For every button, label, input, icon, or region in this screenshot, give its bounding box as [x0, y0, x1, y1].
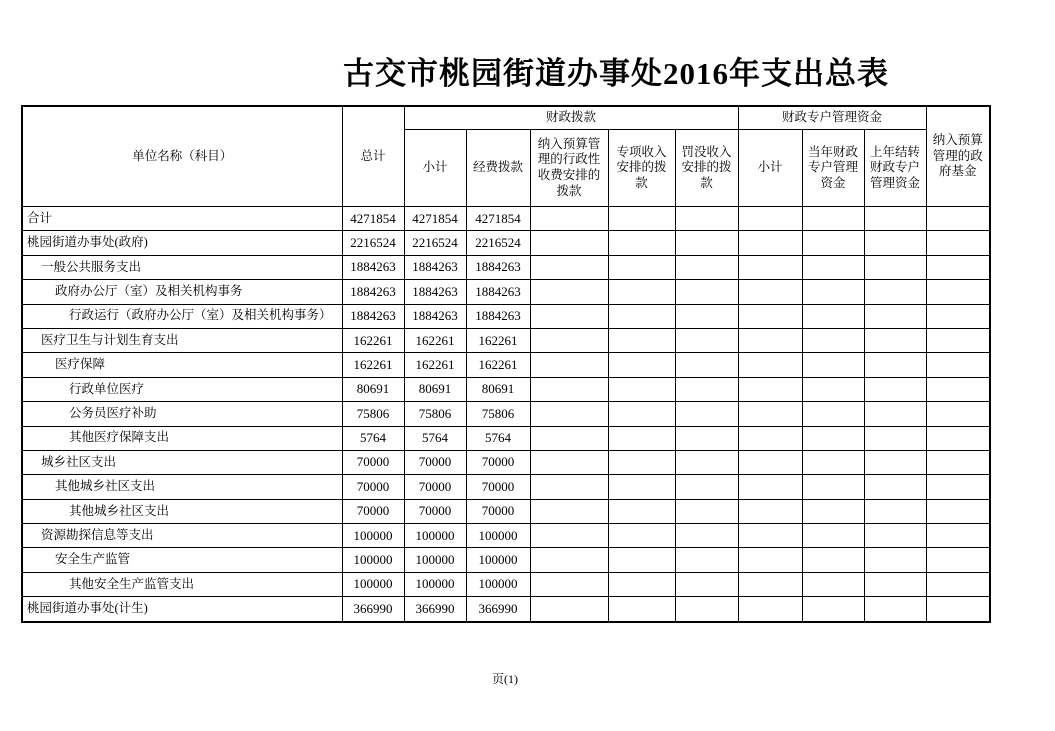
row-value: [608, 524, 675, 548]
row-value: 5764: [466, 426, 530, 450]
row-value: 70000: [342, 499, 404, 523]
row-value: [738, 426, 802, 450]
row-value: [926, 499, 990, 523]
row-value: 100000: [404, 524, 466, 548]
row-value: [802, 377, 864, 401]
row-value: [864, 450, 926, 474]
row-label: 安全生产监管: [22, 548, 342, 572]
row-value: [530, 499, 608, 523]
row-value: [802, 597, 864, 622]
row-value: [608, 572, 675, 596]
row-value: 162261: [342, 353, 404, 377]
row-value: [675, 280, 738, 304]
row-value: [802, 353, 864, 377]
page-number: 页(1): [492, 672, 518, 686]
row-value: 1884263: [466, 280, 530, 304]
col-group-fiscal-account-funds: 财政专户管理资金: [738, 106, 926, 130]
row-value: [608, 402, 675, 426]
col-header-grand-total: 总计: [342, 106, 404, 207]
row-value: 70000: [404, 450, 466, 474]
row-value: [864, 304, 926, 328]
table-row: [22, 255, 990, 279]
row-value: [530, 328, 608, 352]
row-value: [608, 450, 675, 474]
row-label: 行政运行（政府办公厅（室）及相关机构事务）: [22, 304, 342, 328]
row-value: [675, 255, 738, 279]
table-row: [22, 280, 990, 304]
row-value: [738, 255, 802, 279]
row-label: 医疗卫生与计划生育支出: [22, 328, 342, 352]
row-value: 75806: [342, 402, 404, 426]
row-value: [738, 524, 802, 548]
row-label: 城乡社区支出: [22, 450, 342, 474]
table-row: [22, 402, 990, 426]
row-label: 公务员医疗补助: [22, 402, 342, 426]
row-value: 5764: [342, 426, 404, 450]
row-value: [530, 475, 608, 499]
row-label: 其他医疗保障支出: [22, 426, 342, 450]
row-value: [802, 524, 864, 548]
col-header-admin-fee-appropriation: 纳入预算管理的行政性收费安排的拨款: [530, 130, 608, 207]
row-value: 100000: [466, 572, 530, 596]
row-value: [864, 597, 926, 622]
row-value: [802, 231, 864, 255]
row-value: [608, 548, 675, 572]
row-value: [926, 231, 990, 255]
row-value: [926, 597, 990, 622]
row-value: [608, 426, 675, 450]
row-value: [864, 402, 926, 426]
row-value: [530, 450, 608, 474]
row-value: [530, 597, 608, 622]
row-value: [530, 280, 608, 304]
row-value: [864, 377, 926, 401]
row-value: [926, 402, 990, 426]
row-value: [926, 328, 990, 352]
table-row: [22, 597, 990, 622]
row-label: 合计: [22, 207, 342, 231]
row-value: [675, 377, 738, 401]
row-value: [608, 207, 675, 231]
row-value: [864, 548, 926, 572]
row-label: 行政单位医疗: [22, 377, 342, 401]
row-value: [802, 207, 864, 231]
row-value: [926, 450, 990, 474]
table-row: [22, 524, 990, 548]
row-value: [738, 377, 802, 401]
row-value: [608, 231, 675, 255]
row-value: [926, 280, 990, 304]
row-value: [738, 207, 802, 231]
row-value: [738, 572, 802, 596]
row-value: [802, 572, 864, 596]
row-value: [675, 572, 738, 596]
row-value: [675, 548, 738, 572]
row-value: [608, 255, 675, 279]
row-label: 其他城乡社区支出: [22, 475, 342, 499]
table-header: [22, 106, 990, 207]
row-value: [926, 572, 990, 596]
row-value: [738, 280, 802, 304]
row-value: 70000: [404, 499, 466, 523]
row-value: 100000: [404, 572, 466, 596]
row-value: 100000: [342, 524, 404, 548]
table-row: [22, 450, 990, 474]
row-value: 162261: [466, 328, 530, 352]
col-header-funding-appropriation: 经费拨款: [466, 130, 530, 207]
row-value: [738, 328, 802, 352]
row-value: [864, 353, 926, 377]
row-value: [675, 499, 738, 523]
row-value: [738, 475, 802, 499]
row-value: [530, 548, 608, 572]
table-body: [22, 207, 990, 622]
row-value: 2216524: [404, 231, 466, 255]
row-value: 162261: [404, 328, 466, 352]
col-header-prev-year-carryover: 上年结转财政专户管理资金: [864, 130, 926, 207]
row-value: [802, 475, 864, 499]
row-value: [608, 597, 675, 622]
row-value: [738, 353, 802, 377]
table-row: [22, 304, 990, 328]
row-value: [802, 255, 864, 279]
row-value: [675, 353, 738, 377]
row-value: [864, 280, 926, 304]
row-value: [864, 524, 926, 548]
row-value: 70000: [466, 450, 530, 474]
row-value: [675, 402, 738, 426]
row-value: [926, 426, 990, 450]
row-value: 1884263: [466, 255, 530, 279]
table-row: [22, 499, 990, 523]
row-value: 70000: [404, 475, 466, 499]
row-value: [802, 402, 864, 426]
row-label: 医疗保障: [22, 353, 342, 377]
table-row: [22, 377, 990, 401]
row-value: 4271854: [466, 207, 530, 231]
row-value: 1884263: [404, 280, 466, 304]
row-value: 1884263: [342, 280, 404, 304]
row-value: [802, 426, 864, 450]
row-value: [530, 426, 608, 450]
row-label: 资源勘探信息等支出: [22, 524, 342, 548]
row-value: 100000: [466, 524, 530, 548]
row-value: [802, 280, 864, 304]
row-value: 1884263: [466, 304, 530, 328]
page-title: 古交市桃园街道办事处2016年支出总表: [343, 56, 889, 91]
row-value: [926, 377, 990, 401]
row-value: 70000: [466, 475, 530, 499]
row-value: [608, 328, 675, 352]
row-value: 366990: [342, 597, 404, 622]
row-value: 100000: [466, 548, 530, 572]
row-value: [608, 353, 675, 377]
row-value: [802, 548, 864, 572]
col-header-current-year-account: 当年财政专户管理资金: [802, 130, 864, 207]
row-value: [675, 207, 738, 231]
row-value: [530, 402, 608, 426]
row-value: [802, 499, 864, 523]
row-value: [864, 426, 926, 450]
row-value: [530, 572, 608, 596]
row-value: [926, 207, 990, 231]
table-row: [22, 231, 990, 255]
row-value: [530, 524, 608, 548]
row-value: [675, 475, 738, 499]
row-value: 100000: [404, 548, 466, 572]
row-value: [926, 475, 990, 499]
row-value: [608, 377, 675, 401]
row-value: 366990: [466, 597, 530, 622]
row-label: 政府办公厅（室）及相关机构事务: [22, 280, 342, 304]
row-value: [738, 499, 802, 523]
row-value: 366990: [404, 597, 466, 622]
row-value: 2216524: [466, 231, 530, 255]
expenditure-summary-table: [21, 105, 991, 623]
row-label: 桃园街道办事处(政府): [22, 231, 342, 255]
row-value: [675, 426, 738, 450]
row-label: 其他安全生产监管支出: [22, 572, 342, 596]
row-value: 4271854: [404, 207, 466, 231]
row-value: [530, 304, 608, 328]
row-value: [802, 304, 864, 328]
row-value: 100000: [342, 572, 404, 596]
row-value: 4271854: [342, 207, 404, 231]
row-value: [926, 524, 990, 548]
row-value: 1884263: [404, 304, 466, 328]
table-row: [22, 353, 990, 377]
row-value: [675, 328, 738, 352]
table-row: [22, 548, 990, 572]
row-value: [608, 475, 675, 499]
row-value: [675, 524, 738, 548]
row-value: [926, 353, 990, 377]
row-value: [738, 548, 802, 572]
row-value: [926, 548, 990, 572]
row-label: 一般公共服务支出: [22, 255, 342, 279]
col-group-fiscal-appropriation: 财政拨款: [404, 106, 738, 130]
row-value: 162261: [466, 353, 530, 377]
row-value: [530, 207, 608, 231]
header-group-row: [22, 106, 990, 130]
row-value: [864, 231, 926, 255]
row-value: 1884263: [342, 255, 404, 279]
row-value: [864, 207, 926, 231]
col-header-penalty-income-appropriation: 罚没收入安排的拨款: [675, 130, 738, 207]
row-value: 80691: [342, 377, 404, 401]
row-value: [864, 328, 926, 352]
row-value: [675, 450, 738, 474]
row-value: [926, 255, 990, 279]
table-row: [22, 426, 990, 450]
table-row: [22, 572, 990, 596]
row-value: [738, 402, 802, 426]
row-value: 75806: [404, 402, 466, 426]
row-value: [675, 597, 738, 622]
row-label: 桃园街道办事处(计生): [22, 597, 342, 622]
row-value: 70000: [466, 499, 530, 523]
row-value: [675, 304, 738, 328]
row-value: [530, 255, 608, 279]
col-header-gov-fund: 纳入预算管理的政府基金: [926, 106, 990, 207]
row-value: [802, 328, 864, 352]
row-value: 80691: [466, 377, 530, 401]
row-value: 70000: [342, 475, 404, 499]
row-value: 100000: [342, 548, 404, 572]
row-value: [738, 231, 802, 255]
row-value: [802, 450, 864, 474]
row-value: [675, 231, 738, 255]
row-value: [608, 499, 675, 523]
row-value: [738, 450, 802, 474]
table-row: [22, 207, 990, 231]
row-label: 其他城乡社区支出: [22, 499, 342, 523]
row-value: 70000: [342, 450, 404, 474]
row-value: 162261: [342, 328, 404, 352]
row-value: [530, 377, 608, 401]
row-value: [608, 304, 675, 328]
row-value: [864, 475, 926, 499]
row-value: [738, 597, 802, 622]
row-value: [864, 499, 926, 523]
row-value: [864, 572, 926, 596]
row-value: [864, 255, 926, 279]
col-header-unit-name: 单位名称（科目）: [22, 106, 342, 207]
row-value: 80691: [404, 377, 466, 401]
row-value: [608, 280, 675, 304]
row-value: 5764: [404, 426, 466, 450]
row-value: 75806: [466, 402, 530, 426]
row-value: 1884263: [342, 304, 404, 328]
col-header-special-income-appropriation: 专项收入安排的拨款: [608, 130, 675, 207]
row-value: [738, 304, 802, 328]
table-row: [22, 475, 990, 499]
row-value: 1884263: [404, 255, 466, 279]
col-header-subtotal-account: 小计: [738, 130, 802, 207]
row-value: [530, 353, 608, 377]
col-header-subtotal-fiscal: 小计: [404, 130, 466, 207]
row-value: 2216524: [342, 231, 404, 255]
row-value: [530, 231, 608, 255]
row-value: 162261: [404, 353, 466, 377]
row-value: [926, 304, 990, 328]
table-row: [22, 328, 990, 352]
